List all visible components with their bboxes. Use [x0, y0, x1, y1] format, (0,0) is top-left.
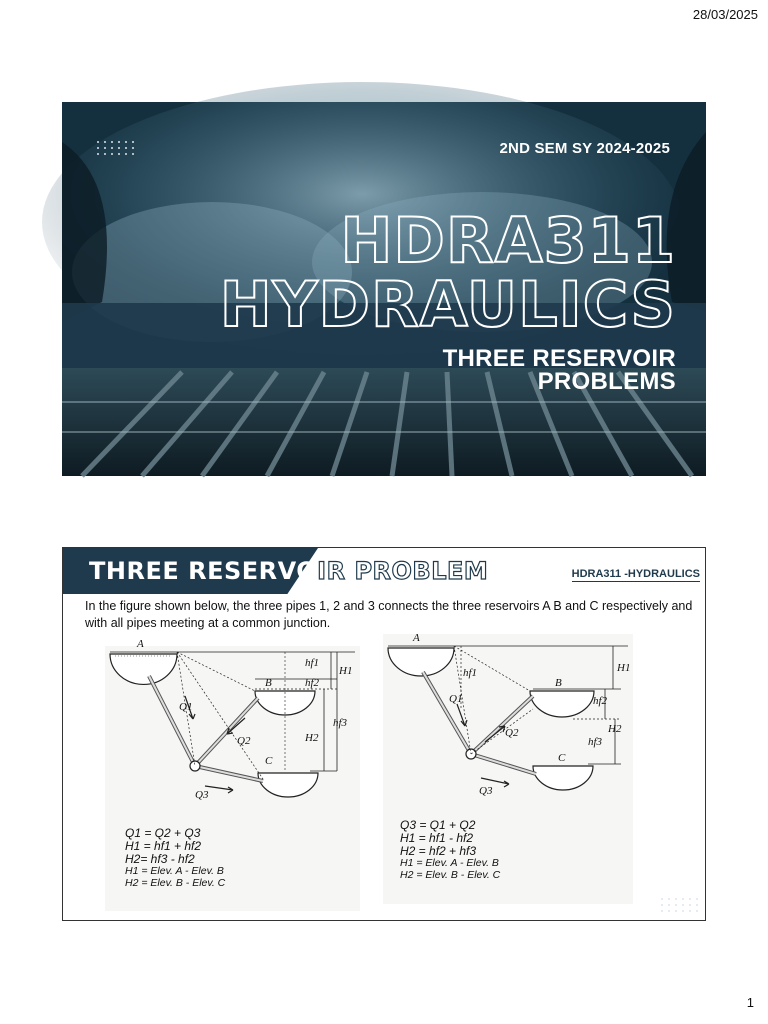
equation-line: H1 = Elev. A - Elev. B: [400, 857, 499, 869]
page-number: 1: [746, 995, 754, 1010]
label-Q1: Q1: [179, 701, 193, 713]
equation-line: H1 = Elev. A - Elev. B: [125, 865, 224, 877]
equation-line: Q3 = Q1 + Q2: [400, 818, 476, 832]
semester-label: 2ND SEM SY 2024-2025: [499, 140, 670, 157]
label-Q1: Q1: [449, 693, 463, 705]
equation-line: H2 = Elev. B - Elev. C: [400, 868, 501, 881]
course-name-title: HYDRAULICS: [219, 268, 676, 341]
course-tag: HDRA311 -HYDRAULICS: [571, 568, 700, 580]
slide-title: [89, 557, 488, 585]
slide-title-outlined: IR PROBLEM: [317, 557, 489, 585]
label-H1: H1: [617, 662, 631, 674]
label-H1: H1: [339, 665, 353, 677]
slide-title-filled: THREE RESERVO: [89, 557, 318, 585]
equation-line: H2= hf3 - hf2: [125, 852, 195, 866]
subtitle-line-2: PROBLEMS: [537, 367, 676, 395]
subtitle-line-1: THREE RESERVOIR: [442, 345, 676, 372]
label-hf2: hf2: [593, 695, 608, 707]
label-C: C: [558, 752, 566, 764]
label-B: B: [555, 677, 562, 689]
label-hf3: hf3: [588, 736, 603, 748]
label-Q3: Q3: [195, 789, 209, 801]
label-hf2: hf2: [305, 677, 320, 689]
dot-grid-icon: [97, 141, 135, 155]
equations-case-2: [400, 819, 500, 881]
slide-subtitle: [442, 345, 676, 395]
equation-line: H2 = Elev. B - Elev. C: [125, 876, 226, 889]
title-slide: [62, 102, 706, 476]
label-hf1: hf1: [463, 667, 478, 679]
label-Q2: Q2: [237, 735, 251, 747]
label-hf3: hf3: [333, 717, 348, 729]
label-C: C: [265, 755, 273, 767]
equation-line: Q1 = Q2 + Q3: [125, 826, 201, 840]
page-date: 28/03/2025: [692, 7, 758, 22]
label-H2: H2: [608, 723, 622, 735]
equation-line: H1 = hf1 + hf2: [125, 839, 202, 853]
label-Q3: Q3: [479, 785, 493, 797]
label-A: A: [413, 632, 420, 644]
content-slide: [62, 547, 706, 921]
dot-grid-icon: [661, 898, 699, 912]
equation-line: H2 = hf2 + hf3: [400, 844, 477, 858]
equation-line: H1 = hf1 - hf2: [400, 831, 474, 845]
label-hf1: hf1: [305, 657, 320, 669]
label-Q2: Q2: [505, 727, 519, 739]
label-A: A: [137, 638, 144, 650]
label-H2: H2: [305, 732, 319, 744]
equations-case-1: [125, 827, 225, 889]
three-reservoir-diagram-1: [105, 638, 360, 826]
label-B: B: [265, 677, 272, 689]
course-code-title: HDRA311: [340, 204, 676, 277]
three-reservoir-diagram-2: [383, 634, 633, 814]
intro-text: In the figure shown below, the three pipes 1, 2 and 3 connects the three reservoirs A B and C respectively and with all pipes meeting at a common junction.: [85, 599, 693, 630]
